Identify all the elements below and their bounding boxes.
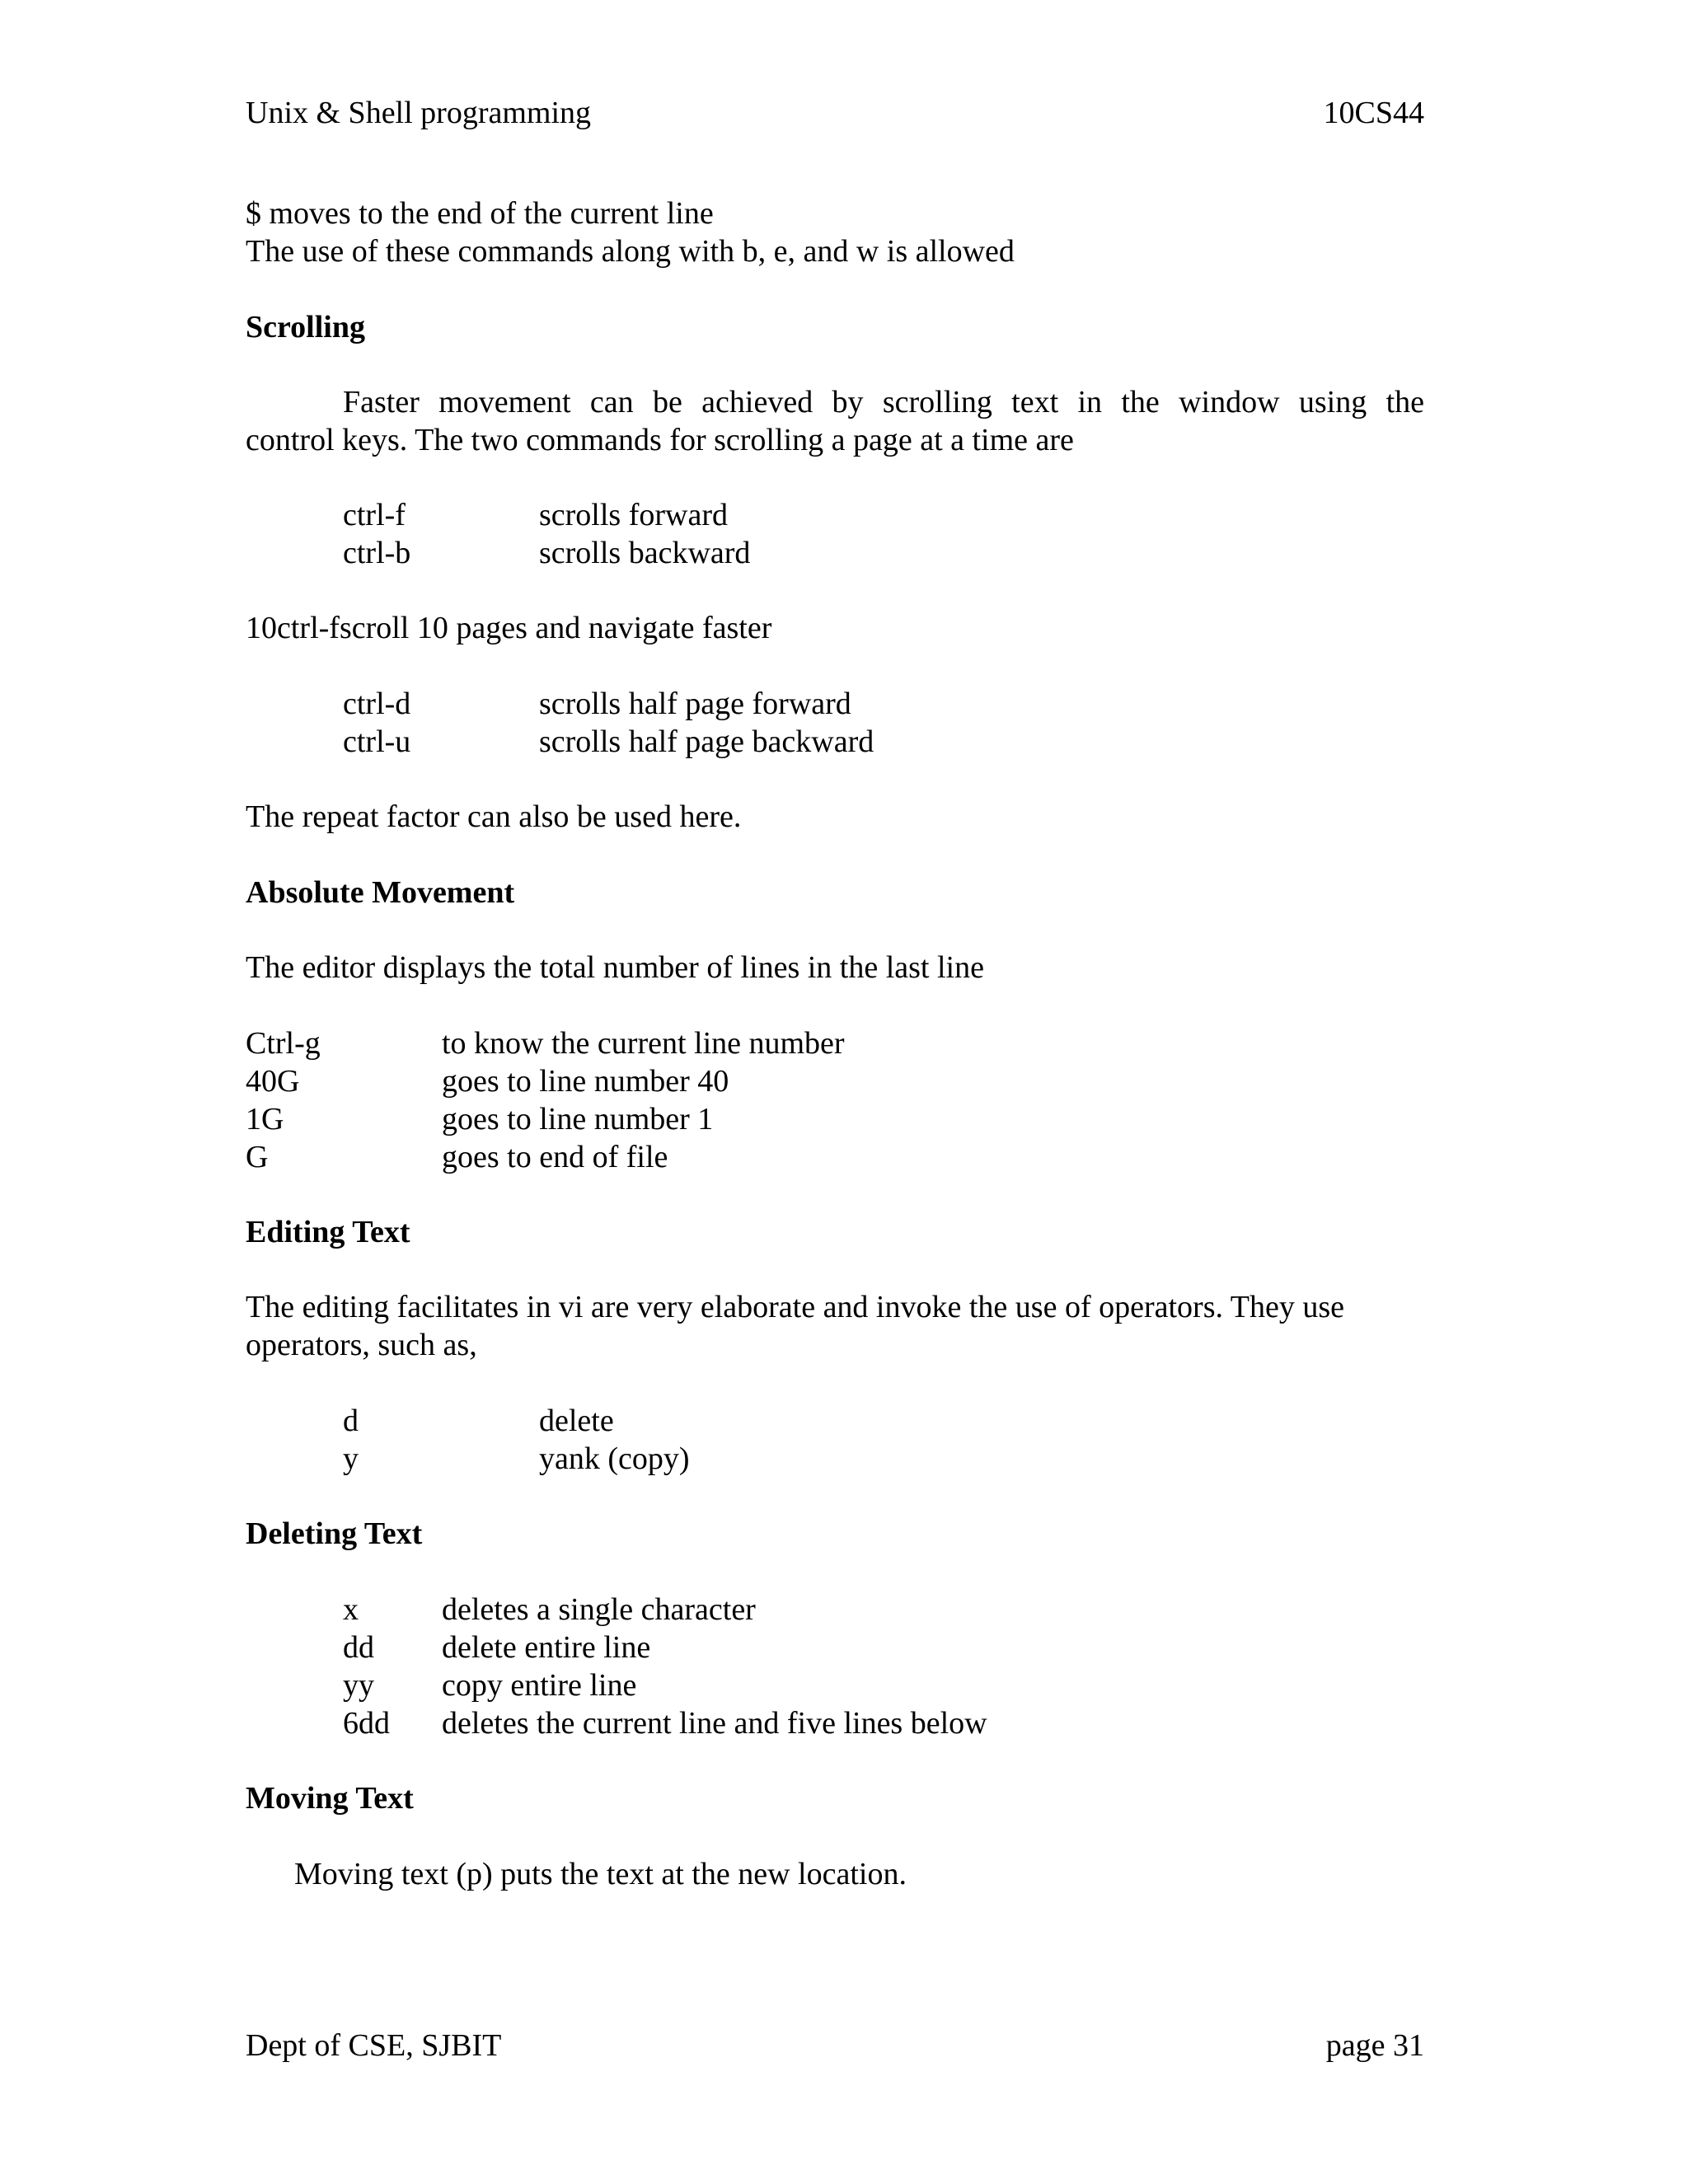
editing-para-line-1: The editing facilitates in vi are very elaborate and invoke the use of operators. They use — [246, 1290, 1345, 1324]
command-desc: scrolls forward — [539, 498, 728, 532]
heading-absolute-movement: Absolute Movement — [246, 875, 515, 910]
command-key: x — [343, 1592, 359, 1627]
heading-editing-text: Editing Text — [246, 1215, 410, 1249]
footer-page-number: page 31 — [1325, 2028, 1424, 2063]
command-key: 1G — [246, 1102, 284, 1137]
absolute-para: The editor displays the total number of lines in the last line — [246, 950, 984, 985]
header-title: Unix & Shell programming — [246, 96, 592, 130]
scrolling-para-line-2: control keys. The two commands for scrolling a page at a time are — [246, 423, 1074, 457]
command-key: ctrl-f — [343, 498, 406, 532]
moving-para: Moving text (p) puts the text at the new location. — [294, 1857, 907, 1891]
operator-desc: delete — [539, 1404, 614, 1438]
command-desc: to know the current line number — [442, 1026, 845, 1061]
command-desc: deletes a single character — [442, 1592, 756, 1627]
footer-dept: Dept of CSE, SJBIT — [246, 2028, 502, 2063]
operator-key: d — [343, 1404, 359, 1438]
command-key: ctrl-b — [343, 536, 411, 570]
command-key: dd — [343, 1630, 374, 1665]
editing-para-line-2: operators, such as, — [246, 1328, 477, 1362]
command-desc: goes to line number 1 — [442, 1102, 714, 1137]
command-desc: goes to end of file — [442, 1140, 668, 1174]
command-key: 40G — [246, 1064, 300, 1099]
intro-line-1: $ moves to the end of the current line — [246, 196, 714, 231]
operator-key: y — [343, 1441, 359, 1476]
command-key: Ctrl-g — [246, 1026, 321, 1061]
command-desc: goes to line number 40 — [442, 1064, 729, 1099]
command-key: ctrl-d — [343, 687, 411, 721]
command-desc: scrolls half page forward — [539, 687, 851, 721]
scrolling-para-line-1: Faster movement can be achieved by scrolling text in the window using the — [343, 385, 1424, 419]
heading-scrolling: Scrolling — [246, 310, 365, 344]
intro-line-2: The use of these commands along with b, e, and w is allowed — [246, 234, 1015, 269]
command-key: G — [246, 1140, 269, 1174]
command-desc: scrolls half page backward — [539, 724, 874, 759]
operator-desc: yank (copy) — [539, 1441, 690, 1476]
command-key: 6dd — [343, 1706, 390, 1741]
heading-deleting-text: Deleting Text — [246, 1516, 423, 1551]
command-key: yy — [343, 1668, 374, 1703]
command-desc: copy entire line — [442, 1668, 637, 1703]
command-key: ctrl-u — [343, 724, 411, 759]
header-course-code: 10CS44 — [1323, 96, 1424, 130]
command-desc: deletes the current line and five lines below — [442, 1706, 987, 1741]
scrolling-note: 10ctrl-fscroll 10 pages and navigate faster — [246, 611, 772, 645]
command-desc: delete entire line — [442, 1630, 651, 1665]
heading-moving-text: Moving Text — [246, 1781, 414, 1816]
scrolling-repeat-note: The repeat factor can also be used here. — [246, 799, 742, 834]
command-desc: scrolls backward — [539, 536, 751, 570]
